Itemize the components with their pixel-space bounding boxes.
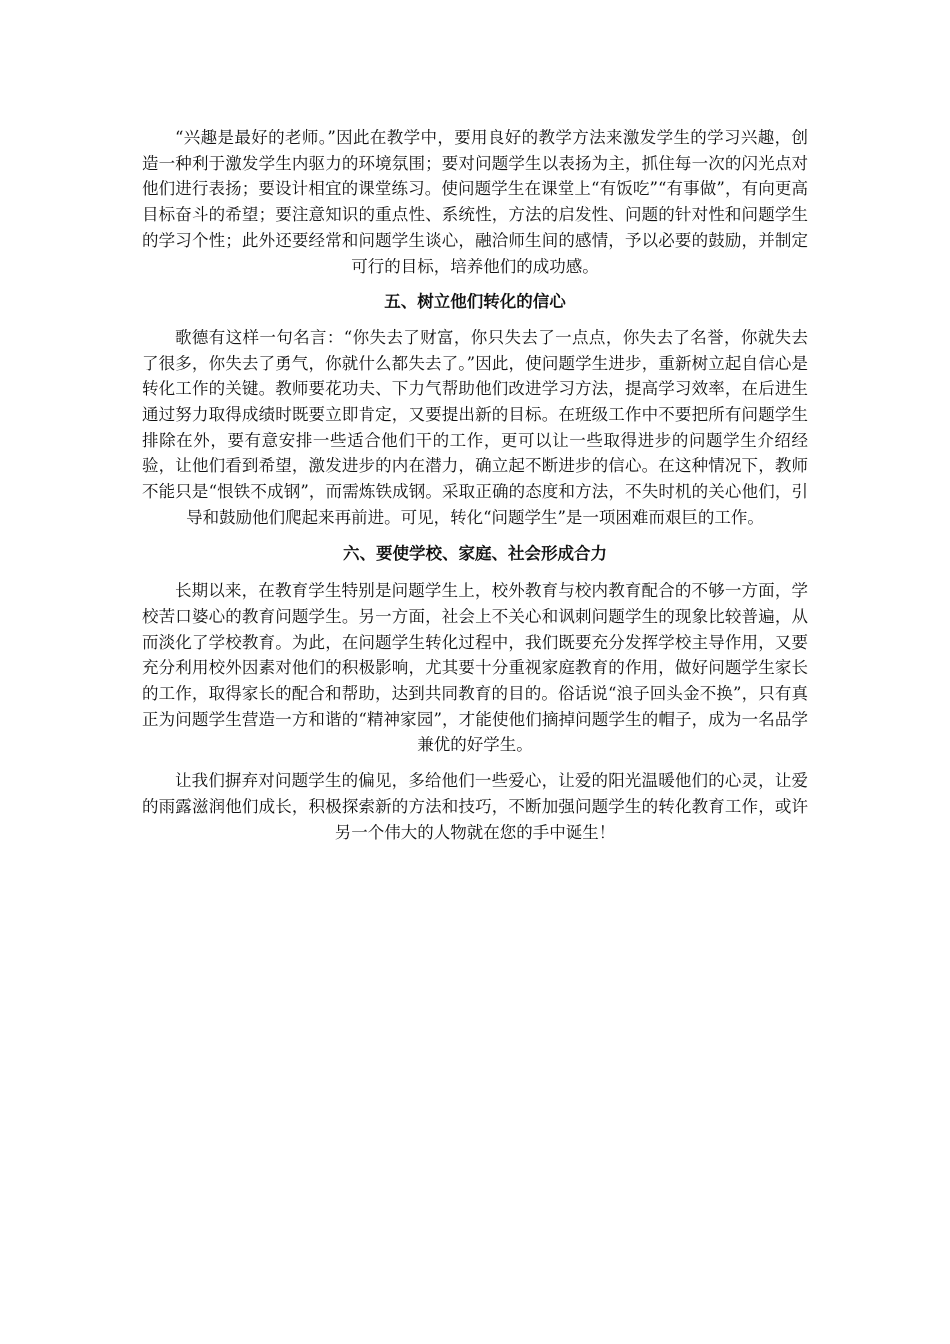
paragraph-interest: “兴趣是最好的老师。”因此在教学中，要用良好的教学方法来激发学生的学习兴趣，创造一种利于激发学生内驱力的环境氛围；要对问题学生以表扬为主，抓住每一次的闪光点对他们进行表扬；要设计相宜的课堂练习。使问题学生在课堂上“有饭吃”“有事做”，有向更高目标奋斗的希望；要注意知识的重点性、系统性，方法的启发性、问题的针对性和问题学生的学习个性；此外还要经常和问题学生谈心，融洽师生间的感情，予以必要的鼓励，并制定可行的目标，培养他们的成功感。	[142, 128, 808, 276]
document-page	[142, 125, 808, 845]
section-heading-six: 六、要使学校、家庭、社会形成合力	[343, 543, 607, 563]
paragraph-confidence: 歌德有这样一句名言：“你失去了财富，你只失去了一点点，你失去了名誉，你就失去了很多，你失去了勇气，你就什么都失去了。”因此，使问题学生进步，重新树立起自信心是转化工作的关键。教师要花功夫、下力气帮助他们改进学习方法，提高学习效率，在后进生通过努力取得成绩时既要立即肯定，又要提出新的目标。在班级工作中不要把所有问题学生排除在外，要有意安排一些适合他们干的工作，更可以让一些取得进步的问题学生介绍经验，让他们看到希望，激发进步的内在潜力，确立起不断进步的信心。在这种情况下，教师不能只是“恨铁不成钢”，而需炼铁成钢。采取正确的态度和方法，不失时机的关心他们，引导和鼓励他们爬起来再前进。可见，转化“问题学生”是一项困难而艰巨的工作。	[142, 327, 808, 527]
section-heading-five: 五、树立他们转化的信心	[384, 292, 566, 312]
paragraph-conclusion: 让我们摒弃对问题学生的偏见，多给他们一些爱心，让爱的阳光温暖他们的心灵，让爱的雨露滋润他们成长，积极探索新的方法和技巧，不断加强问题学生的转化教育工作，或许另一个伟大的人物就在您的手中诞生！	[142, 771, 808, 842]
paragraph-cooperation: 长期以来，在教育学生特别是问题学生上，校外教育与校内教育配合的不够一方面，学校苦口婆心的教育问题学生。另一方面，社会上不关心和讽刺问题学生的现象比较普遍，从而淡化了学校教育。为此，在问题学生转化过程中，我们既要充分发挥学校主导作用，又要充分利用校外因素对他们的积极影响，尤其要十分重视家庭教育的作用，做好问题学生家长的工作，取得家长的配合和帮助，达到共同教育的目的。俗话说“浪子回头金不换”，只有真正为问题学生营造一方和谐的“精神家园”，才能使他们摘掉问题学生的帽子，成为一名品学兼优的好学生。	[142, 581, 808, 755]
